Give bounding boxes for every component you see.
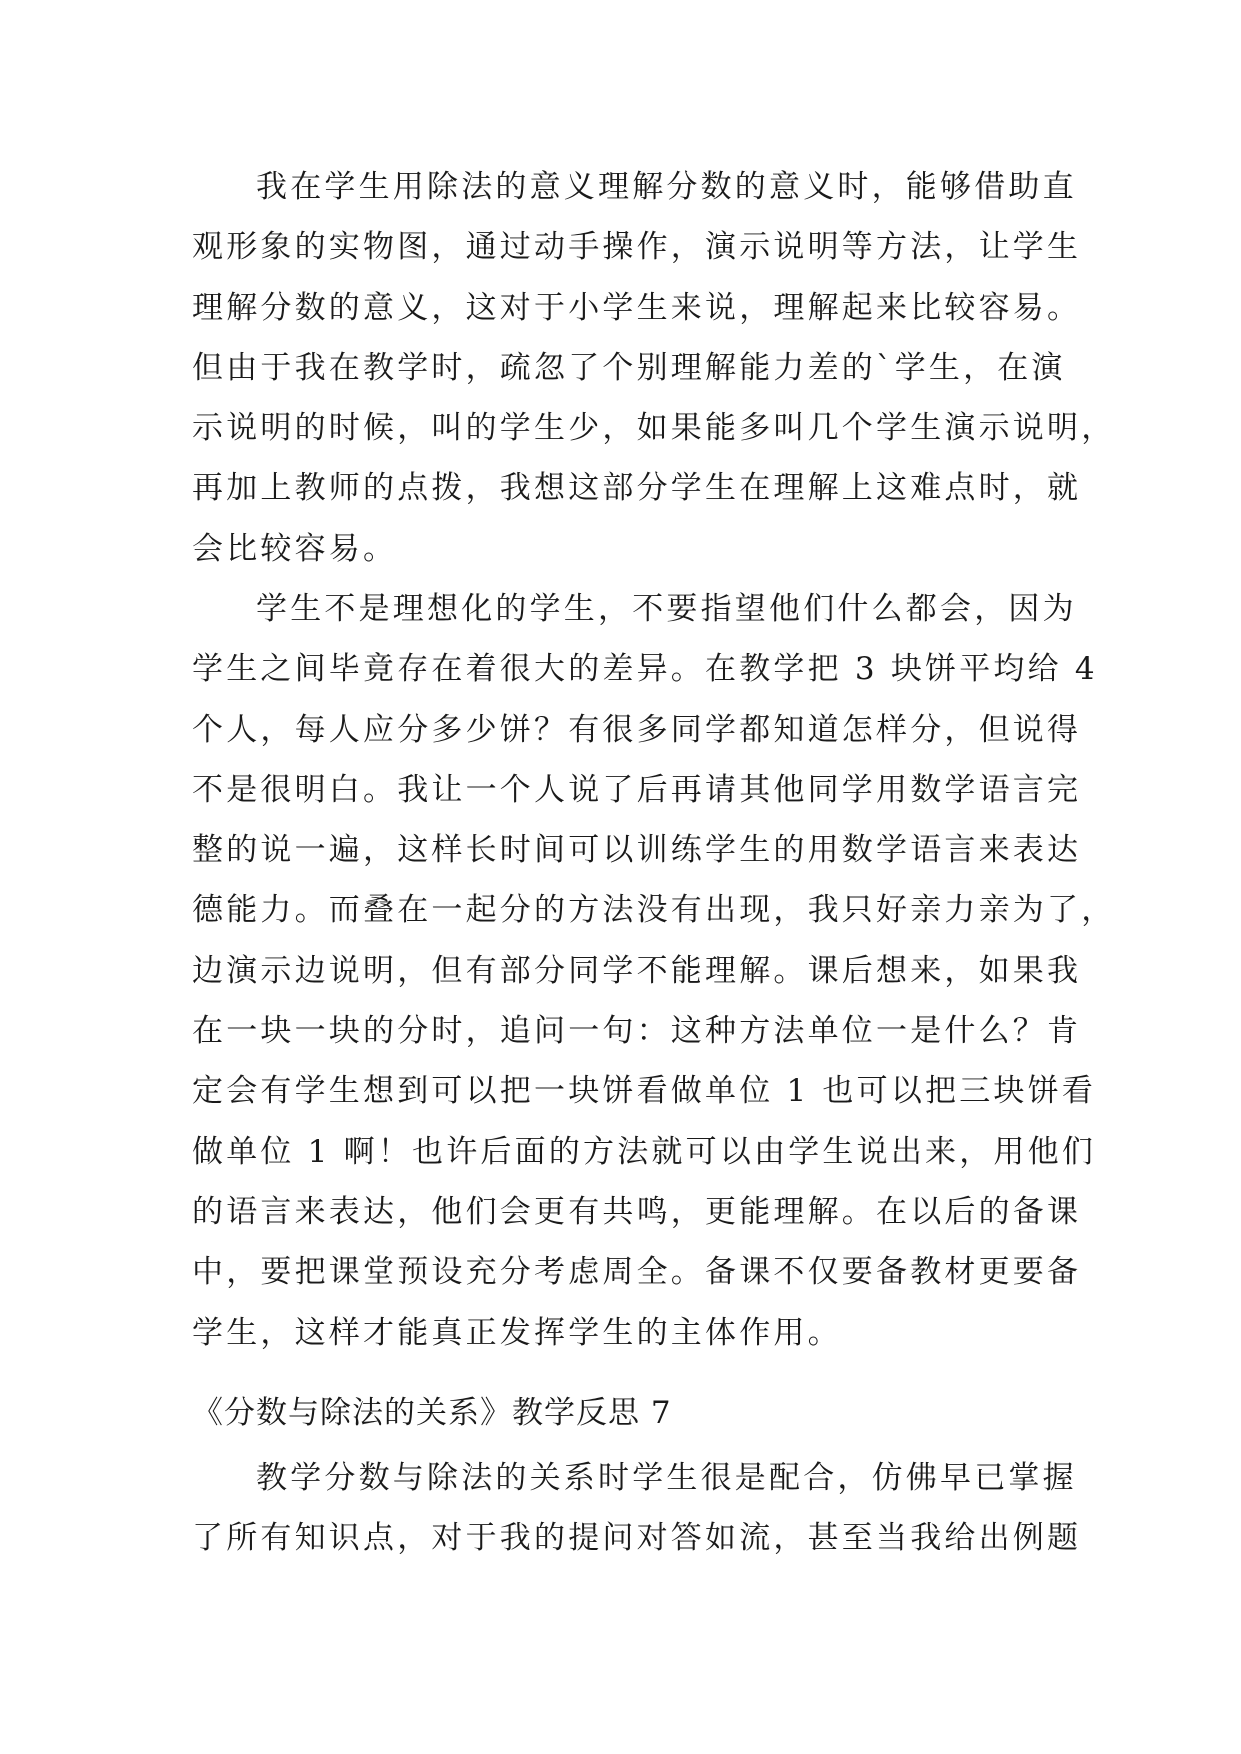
paragraph-1 bbox=[192, 157, 1116, 579]
text-line: 理解分数的意义，这对于小学生来说，理解起来比较容易。 bbox=[192, 289, 1082, 326]
paragraph-2 bbox=[192, 579, 1116, 1363]
text-line: 个人，每人应分多少饼？有很多同学都知道怎样分，但说得 bbox=[192, 711, 1082, 748]
text-line: 观形象的实物图，通过动手操作，演示说明等方法，让学生 bbox=[192, 229, 1082, 266]
text-line: 的语言来表达，他们会更有共鸣，更能理解。在以后的备课 bbox=[192, 1193, 1082, 1230]
text-line: 学生，这样才能真正发挥学生的主体作用。 bbox=[192, 1314, 842, 1351]
text-line: 德能力。而叠在一起分的方法没有出现，我只好亲力亲为了， bbox=[192, 892, 1116, 929]
text-line: 整的说一遍，这样长时间可以训练学生的用数学语言来表达 bbox=[192, 832, 1082, 869]
paragraph-3 bbox=[192, 1448, 1082, 1569]
text-line: 做单位 1 啊！也许后面的方法就可以由学生说出来，用他们 bbox=[192, 1133, 1097, 1170]
text-line: 了所有知识点，对于我的提问对答如流，甚至当我给出例题 bbox=[192, 1520, 1082, 1557]
text-line: 中，要把课堂预设充分考虑周全。备课不仅要备教材更要备 bbox=[192, 1254, 1082, 1291]
text-line: 边演示边说明，但有部分同学不能理解。课后想来，如果我 bbox=[192, 952, 1082, 989]
text-line: 再加上教师的点拨，我想这部分学生在理解上这难点时，就 bbox=[192, 470, 1082, 507]
text-line: 学生不是理想化的学生，不要指望他们什么都会，因为 bbox=[256, 591, 1077, 627]
text-line: 学生之间毕竟存在着很大的差异。在教学把 3 块饼平均给 4 bbox=[192, 651, 1098, 688]
text-line: 教学分数与除法的关系时学生很是配合，仿佛早已掌握 bbox=[256, 1460, 1077, 1496]
text-line: 在一块一块的分时，追问一句：这种方法单位一是什么？肯 bbox=[192, 1013, 1082, 1050]
text-line: 我在学生用除法的意义理解分数的意义时，能够借助直 bbox=[256, 169, 1077, 205]
text-line: 不是很明白。我让一个人说了后再请其他同学用数学语言完 bbox=[192, 771, 1082, 808]
text-line: 定会有学生想到可以把一块饼看做单位 1 也可以把三块饼看 bbox=[192, 1073, 1097, 1110]
text-line: 示说明的时候，叫的学生少，如果能多叫几个学生演示说明， bbox=[192, 410, 1116, 447]
text-line: 会比较容易。 bbox=[192, 530, 398, 567]
section-heading: 《分数与除法的关系》教学反思 7 bbox=[192, 1395, 672, 1431]
text-line: 但由于我在教学时，疏忽了个别理解能力差的`学生，在演 bbox=[192, 349, 1066, 386]
